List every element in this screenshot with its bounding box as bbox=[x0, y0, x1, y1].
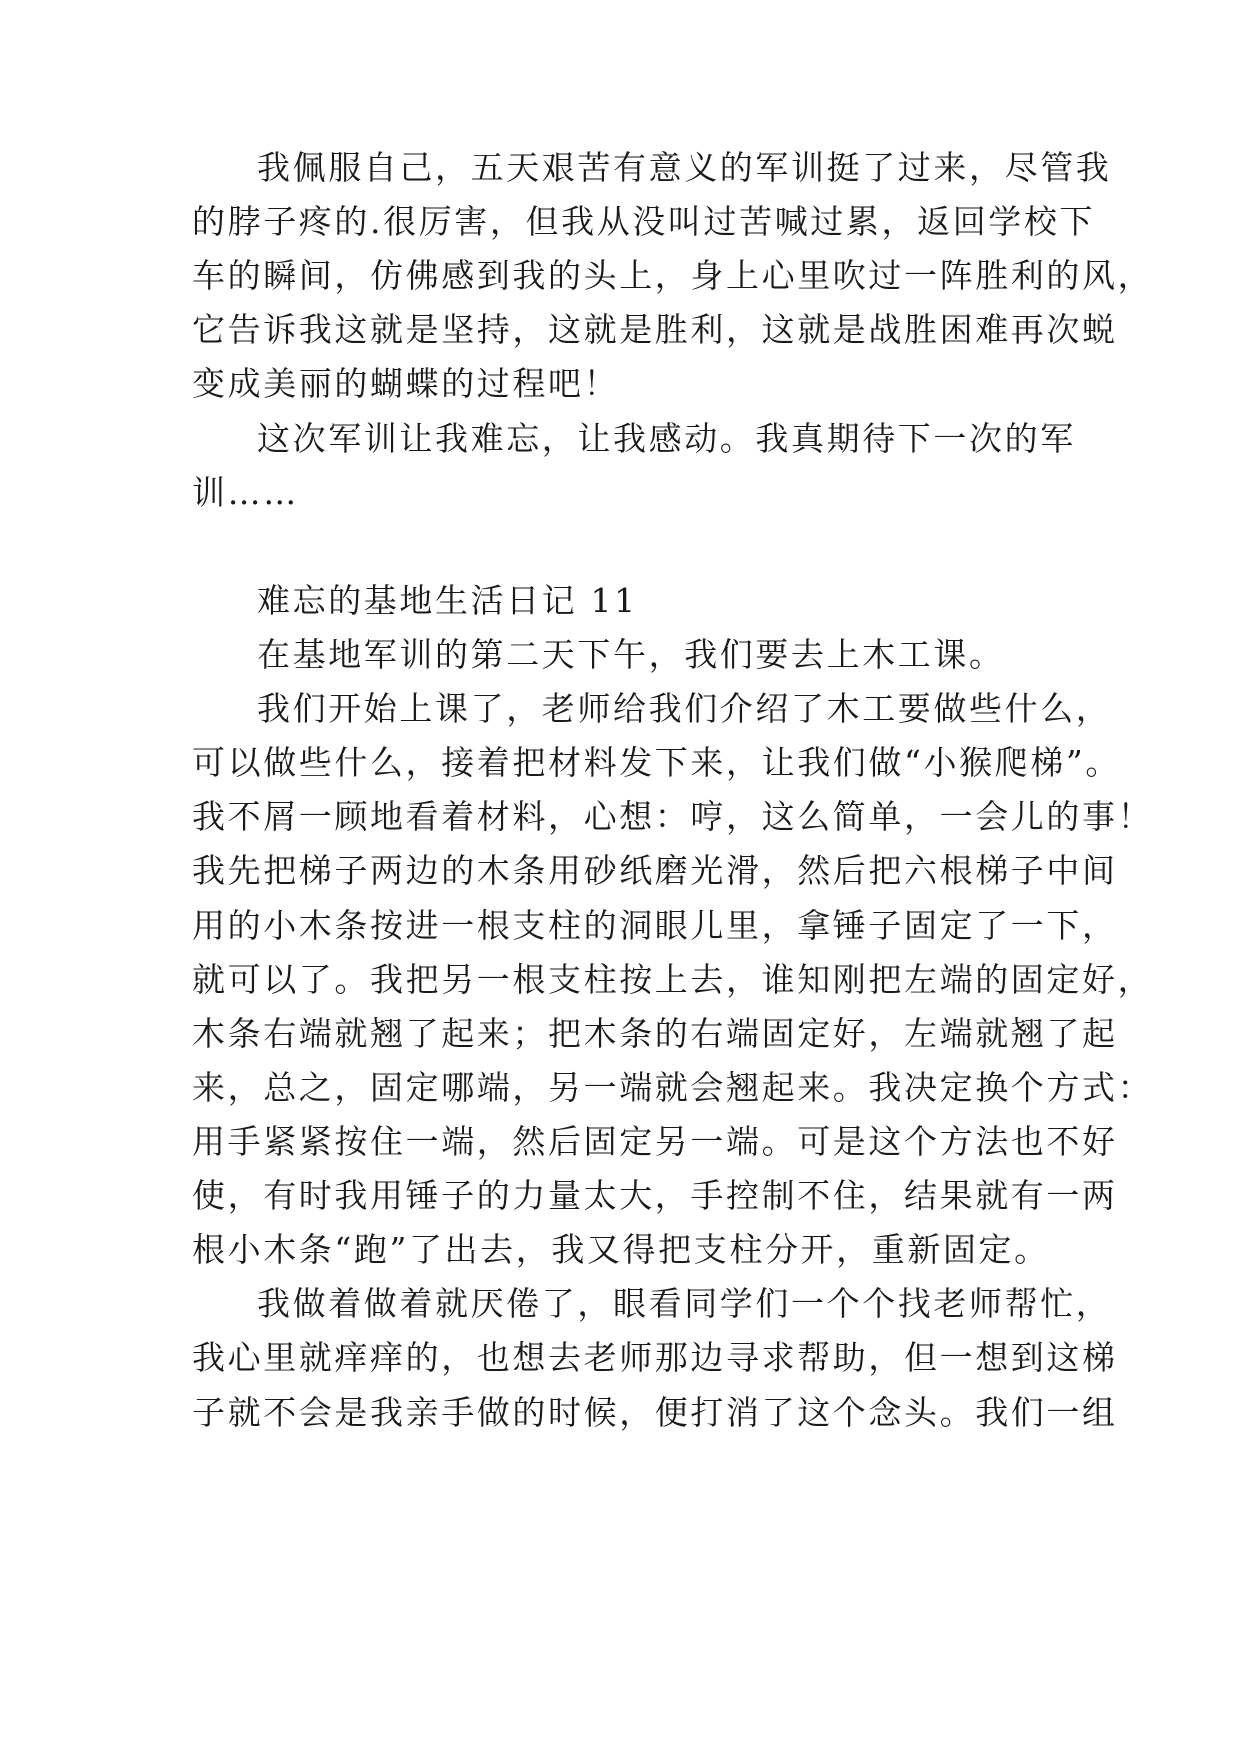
section-title: 难忘的基地生活日记 11 bbox=[257, 581, 638, 620]
paragraph-line: 就可以了。我把另一根支柱按上去，谁知刚把左端的固定好， bbox=[192, 960, 1154, 999]
paragraph-line: 的脖子疼的.很厉害，但我从没叫过苦喊过累，返回学校下 bbox=[192, 202, 1096, 241]
paragraph-line: 车的瞬间，仿佛感到我的头上，身上心里吹过一阵胜利的风， bbox=[192, 256, 1154, 295]
paragraph-line: 用的小木条按进一根支柱的洞眼儿里，拿锤子固定了一下， bbox=[192, 906, 1118, 945]
paragraph-line: 用手紧紧按住一端，然后固定另一端。可是这个方法也不好 bbox=[192, 1122, 1118, 1161]
paragraph-line: 来，总之，固定哪端，另一端就会翘起来。我决定换个方式： bbox=[192, 1068, 1154, 1107]
paragraph-line: 它告诉我这就是坚持，这就是胜利，这就是战胜困难再次蜕 bbox=[192, 310, 1118, 349]
paragraph-line: 训…… bbox=[192, 473, 299, 512]
paragraph-line: 我做着做着就厌倦了，眼看同学们一个个找老师帮忙， bbox=[257, 1284, 1112, 1323]
paragraph-line: 子就不会是我亲手做的时候，便打消了这个念头。我们一组 bbox=[192, 1393, 1118, 1432]
paragraph-line: 木条右端就翘了起来；把木条的右端固定好，左端就翘了起 bbox=[192, 1014, 1118, 1053]
paragraph-line: 可以做些什么，接着把材料发下来，让我们做“小猴爬梯”。 bbox=[192, 743, 1121, 782]
paragraph-line: 根小木条“跑”了出去，我又得把支柱分开，重新固定。 bbox=[192, 1230, 1050, 1269]
paragraph-line: 在基地军训的第二天下午，我们要去上木工课。 bbox=[257, 635, 1005, 674]
paragraph-line: 我佩服自己，五天艰苦有意义的军训挺了过来，尽管我 bbox=[257, 148, 1112, 187]
paragraph-line: 我不屑一顾地看着材料，心想：哼，这么简单，一会儿的事！ bbox=[192, 797, 1154, 836]
paragraph-line: 我先把梯子两边的木条用砂纸磨光滑，然后把六根梯子中间 bbox=[192, 851, 1118, 890]
paragraph-line: 我们开始上课了，老师给我们介绍了木工要做些什么， bbox=[257, 689, 1112, 728]
paragraph-line: 我心里就痒痒的，也想去老师那边寻求帮助，但一想到这梯 bbox=[192, 1338, 1118, 1377]
paragraph-line: 这次军训让我难忘，让我感动。我真期待下一次的军 bbox=[257, 419, 1076, 458]
paragraph-line: 变成美丽的蝴蝶的过程吧！ bbox=[192, 364, 620, 403]
paragraph-line: 使，有时我用锤子的力量太大，手控制不住，结果就有一两 bbox=[192, 1176, 1118, 1215]
